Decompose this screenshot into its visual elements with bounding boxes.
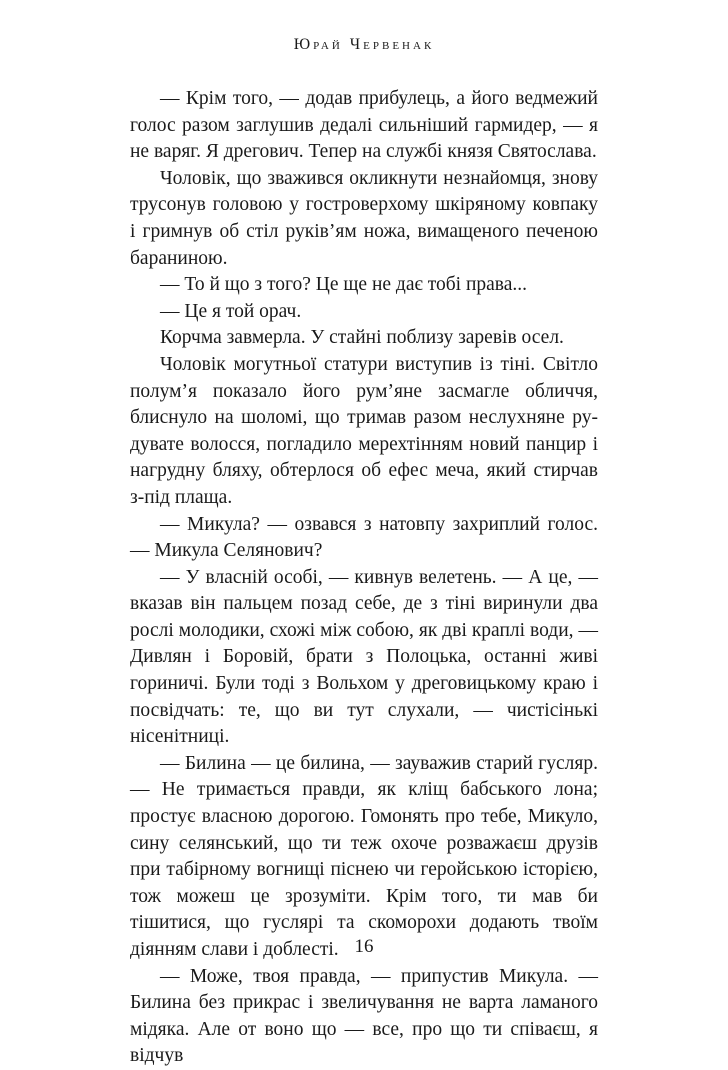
paragraph: — То й що з того? Це ще не дає тобі права...	[160, 274, 528, 296]
page-number: 16	[354, 936, 374, 957]
paragraph: — Микула? — озвався з натовпу захриплий голос. — Микула Селянович?	[130, 513, 598, 562]
paragraph: — У власній особі, — кивнув велетень. — А це, — вказав він пальцем позад себе, де з тіні виринули два рослі молодики, схожі між собою, як дві краплі води, — Дивлян і Боровій, брати з Полоцька, останні живі гориничі. Були тоді з Вольхом у дреговицькому краю і посвідчать: те, що ви тут слухали, — чистісінькі нісенітниці.	[130, 566, 598, 748]
paragraph: Чоловік, що зважився окликнути незнайомця, знову трусонув головою у гостроверхому шкіряному ковпаку і гримнув об стіл руків’ям ножа, вимащеного печеною бараниною.	[130, 167, 598, 269]
paragraph: — Це я той орач.	[160, 300, 302, 322]
running-head: Юрай Червенак	[293, 36, 435, 53]
body-text	[130, 86, 598, 1070]
paragraph: Корчма завмерла. У стайні поблизу заревів осел.	[160, 327, 564, 349]
paragraph: — Крім того, — додав прибулець, а його ведмежий голос разом заглушив дедалі сильніший гармидер, — я не варяг. Я дрегович. Тепер на службі князя Святослава.	[130, 88, 598, 163]
paragraph: — Билина — це билина, — зауважив старий гусляр. — Не тримається правди, як кліщ бабського лона; простує власною дорогою. Гомонять про тебе, Микуло, сину селянський, що ти теж охоче розважаєш друзів при табірному вогнищі піснею чи геройською історією, тож можеш це зрозуміти. Крім того, ти мав би тішитися, що гуслярі та скоморохи додають твоїм діянням слави і доблесті.	[130, 752, 598, 960]
paragraph: Чоловік могутньої статури виступив із тіні. Світло полум’я показало його рум’яне засмагле обличчя, блиснуло на шоломі, що тримав разом неслухняне рудувате волосся, погладило мерехтінням новий панцир і нагрудну бляху, обтерлося об ефес меча, який стирчав з-під плаща.	[130, 353, 598, 508]
paragraph: — Може, твоя правда, — припустив Микула. — Билина без прикрас і звеличування не варта ламаного мідяка. Але от воно що — все, про що ти співаєш, я відчув	[130, 965, 598, 1067]
